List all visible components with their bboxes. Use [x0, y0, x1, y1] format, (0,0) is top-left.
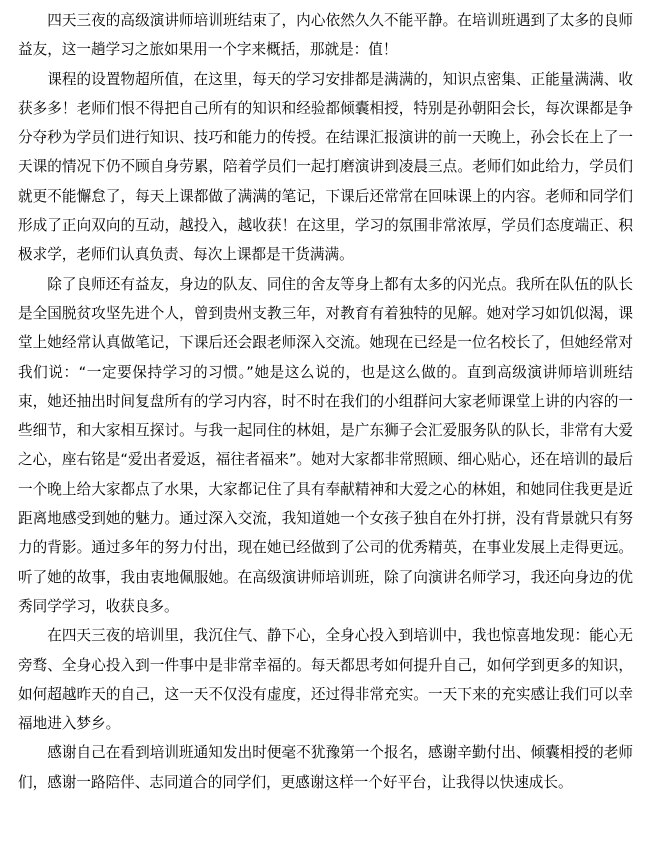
document-body [18, 0, 633, 797]
paragraph-reflection: 在四天三夜的培训里，我沉住气、静下心，全身心投入到培训中，我也惊喜地发现：能心无旁骛、全身心投入到一件事中是非常幸福的。每天都思考如何提升自己，如何学到更多的知识，如何超越昨天的自己，这一天不仅没有虚度，还过得非常充实。一天下来的充实感让我们可以幸福地进入梦乡。 [18, 627, 633, 733]
paragraph-intro: 四天三夜的高级演讲师培训班结束了，内心依然久久不能平静。在培训班遇到了太多的良师益友，这一趟学习之旅如果用一个字来概括，那就是：值！ [18, 12, 633, 59]
paragraph-friends: 除了良师还有益友，身边的队友、同住的舍友等身上都有太多的闪光点。我所在队伍的队长是全国脱贫攻坚先进个人，曾到贵州支教三年，对教育有着独特的见解。她对学习如饥似渴，课堂上她经常认真做笔记，下课后还会跟老师深入交流。她现在已经是一位名校长了，但她经常对我们说：“一定要保持学习的习惯。”她是这么说的，也是这么做的。直到高级演讲师培训班结束，她还抽出时间复盘所有的学习内容，时不时在我们的小组群问大家老师课堂上讲的内容的一些细节，和大家相互探讨。与我一起同住的林姐，是广东狮子会汇爱服务队的队长，非常有大爱之心，座右铭是“爱出者爱返，福往者福来”。她对大家都非常照顾、细心贴心，还在培训的最后一个晚上给大家都点了水果，大家都记住了具有奉献精神和大爱之心的林姐，和她同住我更是近距离地感受到她的魅力。通过深入交流，我知道她一个女孩子独自在外打拼，没有背景就只有努力的背影。通过多年的努力付出，现在她已经做到了公司的优秀精英，在事业发展上走得更远。听了她的故事，我由衷地佩服她。在高级演讲师培训班，除了向演讲名师学习，我还向身边的优秀同学学习，收获良多。 [18, 275, 633, 615]
paragraph-thanks: 感谢自己在看到培训班通知发出时便毫不犹豫第一个报名，感谢辛勤付出、倾囊相授的老师们，感谢一路陪伴、志同道合的同学们，更感谢这样一个好平台，让我得以快速成长。 [18, 744, 633, 791]
paragraph-course-value: 课程的设置物超所值，在这里，每天的学习安排都是满满的，知识点密集、正能量满满、收获多多！老师们恨不得把自己所有的知识和经验都倾囊相授，特别是孙朝阳会长，每次课都是争分夺秒为学员们进行知识、技巧和能力的传授。在结课汇报演讲的前一天晚上，孙会长在上了一天课的情况下仍不顾自身劳累，陪着学员们一起打磨演讲到凌晨三点。老师们如此给力，学员们就更不能懈怠了，每天上课都做了满满的笔记，下课后还常常在回味课上的内容。老师和同学们形成了正向双向的互动，越投入，越收获！在这里，学习的氛围非常浓厚，学员们态度端正、积极求学，老师们认真负责、每次上课都是干货满满。 [18, 70, 633, 264]
